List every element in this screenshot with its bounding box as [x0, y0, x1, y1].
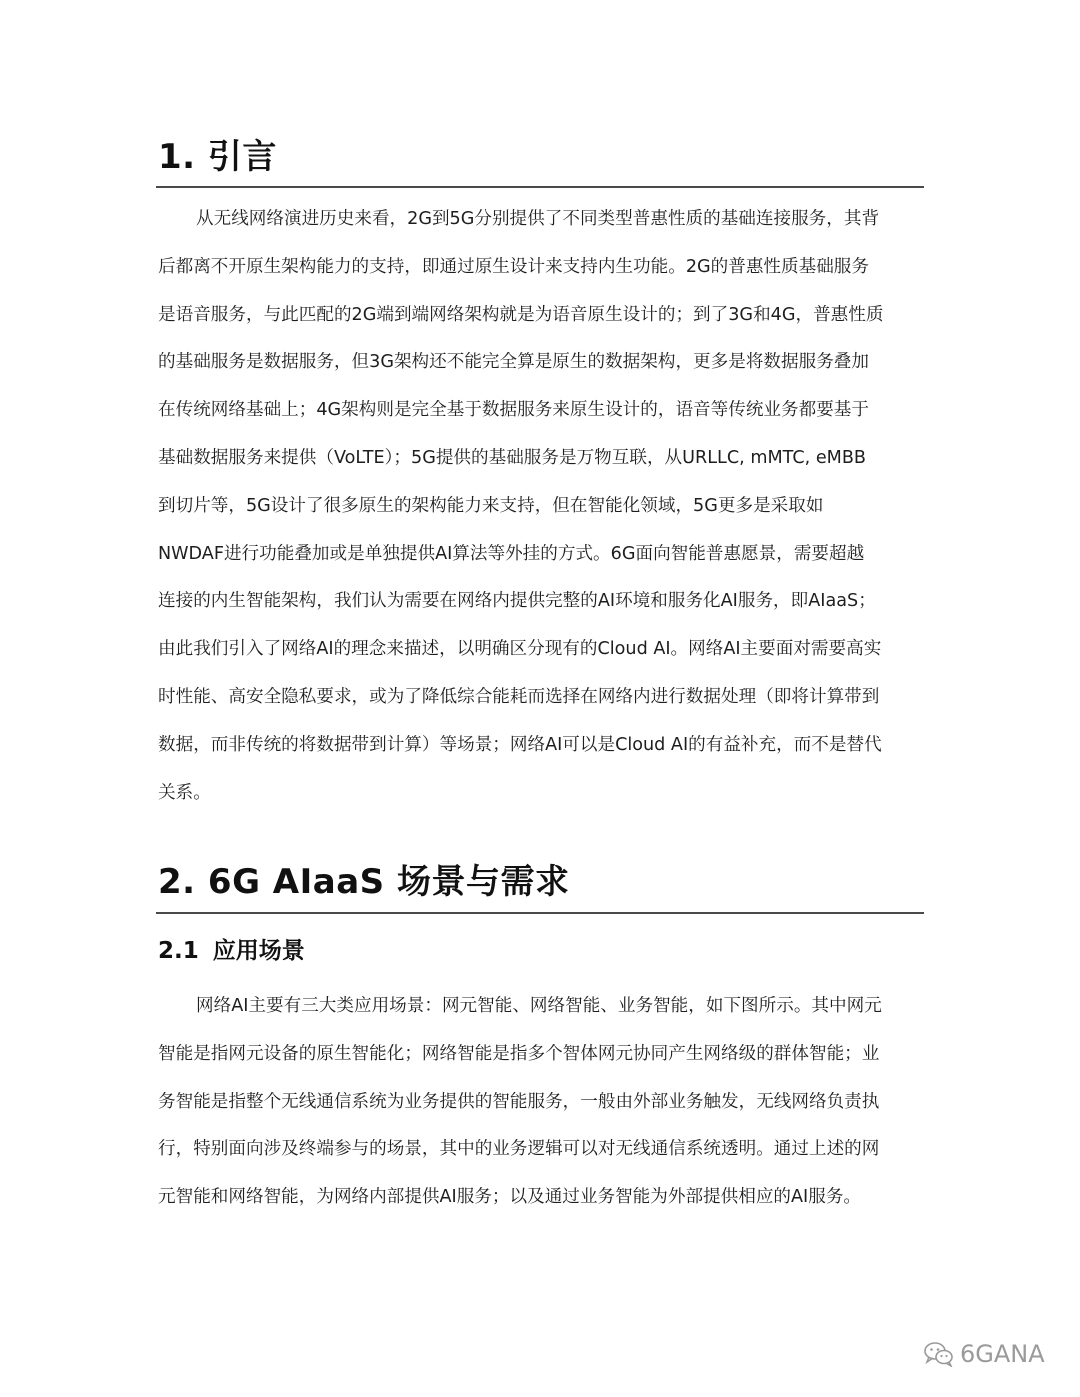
subsection-title: 应用场景 [212, 938, 305, 964]
section-1-divider [156, 186, 924, 188]
paragraph-line: 后都离不开原生架构能力的支持，即通过原生设计来支持内生功能。2G的普惠性质基础服务 [158, 256, 869, 277]
paragraph-line: 连接的内生智能架构，我们认为需要在网络内提供完整的AI环境和服务化AI服务，即AIaaS； [158, 591, 876, 612]
paragraph-line: 到切片等，5G设计了很多原生的架构能力来支持，但在智能化领域，5G更多是采取如 [158, 495, 824, 516]
section-1-paragraph [158, 196, 920, 817]
wechat-icon [924, 1341, 954, 1367]
section-2-heading: 2. 6G AIaaS 场景与需求 [158, 862, 570, 902]
subsection-number: 2.1 [158, 938, 199, 964]
paragraph-line: 行，特别面向涉及终端参与的场景，其中的业务逻辑可以对无线通信系统透明。通过上述的网 [158, 1139, 880, 1160]
paragraph-line: 智能是指网元设备的原生智能化；网络智能是指多个智体网元协同产生网络级的群体智能；业 [158, 1043, 880, 1064]
subsection-2-1-heading [158, 936, 305, 966]
paragraph-line: 由此我们引入了网络AI的理念来描述，以明确区分现有的Cloud AI。网络AI主要面对需要高实 [158, 639, 882, 660]
paragraph-line: 的基础服务是数据服务，但3G架构还不能完全算是原生的数据架构，更多是将数据服务叠加 [158, 352, 869, 373]
paragraph-line: 时性能、高安全隐私要求，或为了降低综合能耗而选择在网络内进行数据处理（即将计算带到 [158, 686, 880, 707]
paragraph-line: NWDAF进行功能叠加或是单独提供AI算法等外挂的方式。6G面向智能普惠愿景，需要超越 [158, 543, 865, 564]
paragraph-line: 网络AI主要有三大类应用场景：网元智能、网络智能、业务智能，如下图所示。其中网元 [196, 996, 882, 1016]
section-1-heading: 1. 引言 [158, 137, 277, 177]
section-2-divider [156, 912, 924, 914]
paragraph-line: 关系。 [158, 782, 211, 803]
paragraph-line: 务智能是指整个无线通信系统为业务提供的智能服务，一般由外部业务触发，无线网络负责执 [158, 1091, 880, 1112]
paragraph-line: 是语音服务，与此匹配的2G端到端网络架构就是为语音原生设计的；到了3G和4G，普惠性质 [158, 304, 884, 325]
paragraph-line: 元智能和网络智能，为网络内部提供AI服务；以及通过业务智能为外部提供相应的AI服务。 [158, 1187, 862, 1208]
paragraph-line: 数据，而非传统的将数据带到计算）等场景；网络AI可以是Cloud AI的有益补充，而不是替代 [158, 734, 882, 755]
paragraph-line: 基础数据服务来提供（VoLTE）；5G提供的基础服务是万物互联，从URLLC, mMTC, eMBB [158, 447, 866, 468]
watermark [924, 1334, 1045, 1374]
paragraph-line: 在传统网络基础上；4G架构则是完全基于数据服务来原生设计的，语音等传统业务都要基于 [158, 400, 869, 421]
section-2-1-paragraph [158, 983, 920, 1222]
paragraph-line: 从无线网络演进历史来看，2G到5G分别提供了不同类型普惠性质的基础连接服务，其背 [196, 209, 880, 229]
watermark-text: 6GANA [960, 1340, 1045, 1368]
